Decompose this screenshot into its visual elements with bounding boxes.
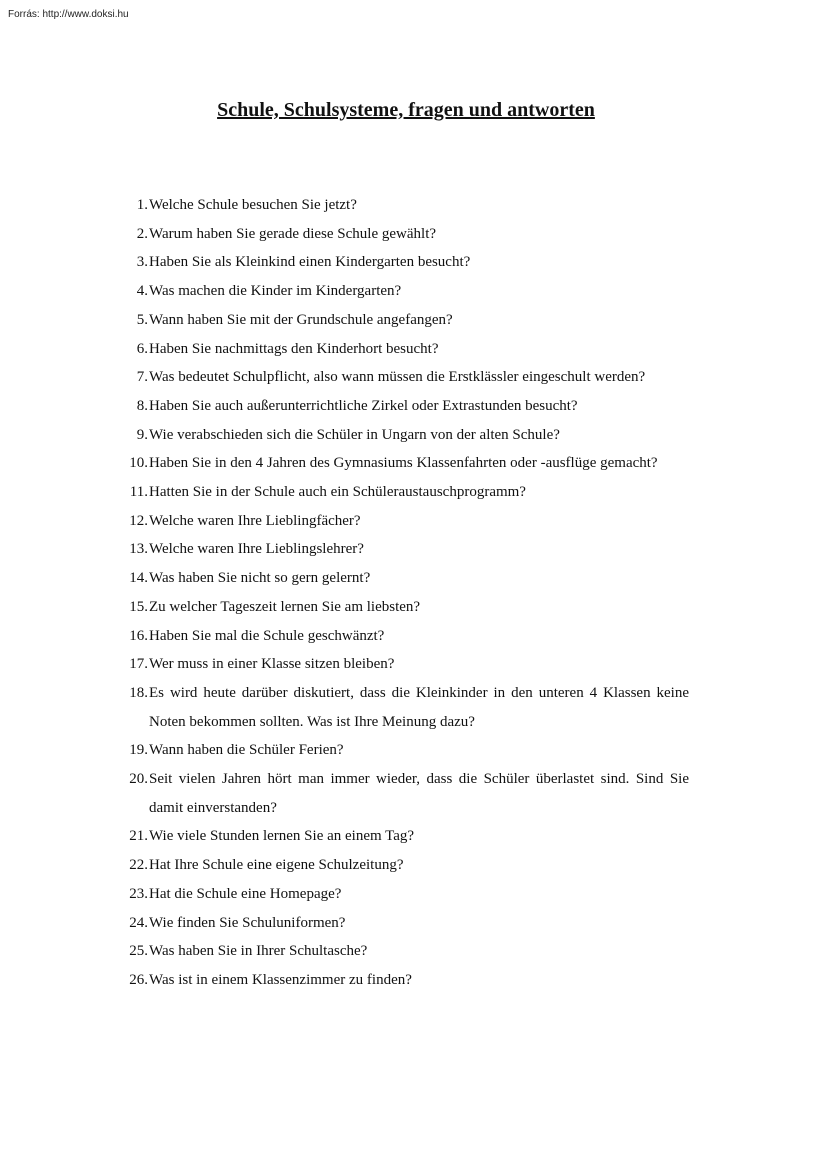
question-text: Hat Ihre Schule eine eigene Schulzeitung? <box>149 857 404 874</box>
question-number: 23. <box>129 885 148 902</box>
question-number: 14. <box>129 570 148 587</box>
question-text: Was haben Sie nicht so gern gelernt? <box>149 570 371 587</box>
question-item <box>118 335 689 364</box>
question-number: 22. <box>129 857 148 874</box>
question-text: Was haben Sie in Ihrer Schultasche? <box>149 943 368 960</box>
question-number: 25. <box>129 943 148 960</box>
question-item <box>118 679 689 736</box>
question-number: 26. <box>129 971 148 988</box>
question-text: Was bedeutet Schulpflicht, also wann müssen die Erstklässler eingeschult werden? <box>149 369 646 386</box>
question-item <box>118 736 689 765</box>
question-number: 13. <box>129 541 148 558</box>
question-text: Hatten Sie in der Schule auch ein Schüleraustauschprogramm? <box>149 484 526 501</box>
question-number: 2. <box>136 225 148 242</box>
question-text: Seit vielen Jahren hört man immer wieder, dass die Schüler überlastet sind. Sind Sie damit einverstanden? <box>149 771 689 816</box>
question-item <box>118 421 689 450</box>
question-number: 19. <box>129 742 148 759</box>
question-text: Was machen die Kinder im Kindergarten? <box>149 283 402 300</box>
question-item <box>118 392 689 421</box>
question-number: 21. <box>129 828 148 845</box>
question-number: 18. <box>129 684 148 701</box>
question-item <box>118 822 689 851</box>
question-number: 15. <box>129 598 148 615</box>
page-title: Schule, Schulsysteme, fragen und antworten <box>217 99 595 121</box>
question-item <box>118 363 689 392</box>
question-item <box>118 564 689 593</box>
question-number: 12. <box>129 512 148 529</box>
question-text: Zu welcher Tageszeit lernen Sie am liebsten? <box>149 598 421 615</box>
question-item <box>118 880 689 909</box>
question-text: Wer muss in einer Klasse sitzen bleiben? <box>149 656 395 673</box>
question-item <box>118 593 689 622</box>
question-number: 6. <box>136 340 148 357</box>
question-text: Wann haben die Schüler Ferien? <box>149 742 344 759</box>
question-item <box>118 191 689 220</box>
question-text: Wann haben Sie mit der Grundschule angefangen? <box>149 311 453 328</box>
question-item <box>118 909 689 938</box>
question-item <box>118 306 689 335</box>
question-number: 24. <box>129 914 148 931</box>
question-number: 1. <box>136 197 148 213</box>
question-number: 11. <box>129 484 148 501</box>
question-item <box>118 478 689 507</box>
question-text: Warum haben Sie gerade diese Schule gewählt? <box>149 225 437 242</box>
question-number: 9. <box>136 426 148 443</box>
question-item <box>118 622 689 651</box>
question-item <box>118 765 689 822</box>
question-number: 7. <box>136 369 148 386</box>
question-text: Was ist in einem Klassenzimmer zu finden? <box>149 971 412 988</box>
question-text: Welche waren Ihre Lieblingfächer? <box>149 512 361 529</box>
question-number: 8. <box>136 397 148 414</box>
question-item <box>118 650 689 679</box>
question-number: 10. <box>129 455 148 472</box>
question-item <box>118 851 689 880</box>
question-number: 17. <box>129 656 148 673</box>
question-text: Haben Sie als Kleinkind einen Kindergarten besucht? <box>149 254 471 271</box>
question-number: 20. <box>129 771 148 788</box>
question-item <box>118 449 689 478</box>
question-number: 4. <box>136 283 148 300</box>
question-text: Haben Sie auch außerunterrichtliche Zirkel oder Extrastunden besucht? <box>149 397 578 414</box>
question-list <box>118 191 689 995</box>
question-text: Wie finden Sie Schuluniformen? <box>149 914 346 931</box>
question-text: Hat die Schule eine Homepage? <box>149 885 342 902</box>
question-item <box>118 277 689 306</box>
question-text: Wie verabschieden sich die Schüler in Ungarn von der alten Schule? <box>149 426 560 443</box>
question-item <box>118 966 689 995</box>
question-number: 16. <box>129 627 148 644</box>
question-text: Welche waren Ihre Lieblingslehrer? <box>149 541 364 558</box>
question-text: Haben Sie nachmittags den Kinderhort besucht? <box>149 340 439 357</box>
question-text: Es wird heute darüber diskutiert, dass die Kleinkinder in den unteren 4 Klassen keine Noten bekommen sollten. Was ist Ihre Meinung dazu? <box>149 684 689 730</box>
question-item <box>118 535 689 564</box>
source-note: Forrás: http://www.doksi.hu <box>8 9 129 20</box>
question-text: Haben Sie mal die Schule geschwänzt? <box>149 627 385 644</box>
question-number: 5. <box>136 311 148 328</box>
question-item <box>118 248 689 277</box>
question-item <box>118 507 689 536</box>
question-text: Wie viele Stunden lernen Sie an einem Tag? <box>149 828 415 845</box>
question-text: Welche Schule besuchen Sie jetzt? <box>149 197 357 213</box>
question-text: Haben Sie in den 4 Jahren des Gymnasiums Klassenfahrten oder -ausflüge gemacht? <box>149 455 658 472</box>
question-item <box>118 937 689 966</box>
question-number: 3. <box>136 254 148 271</box>
question-item <box>118 220 689 249</box>
